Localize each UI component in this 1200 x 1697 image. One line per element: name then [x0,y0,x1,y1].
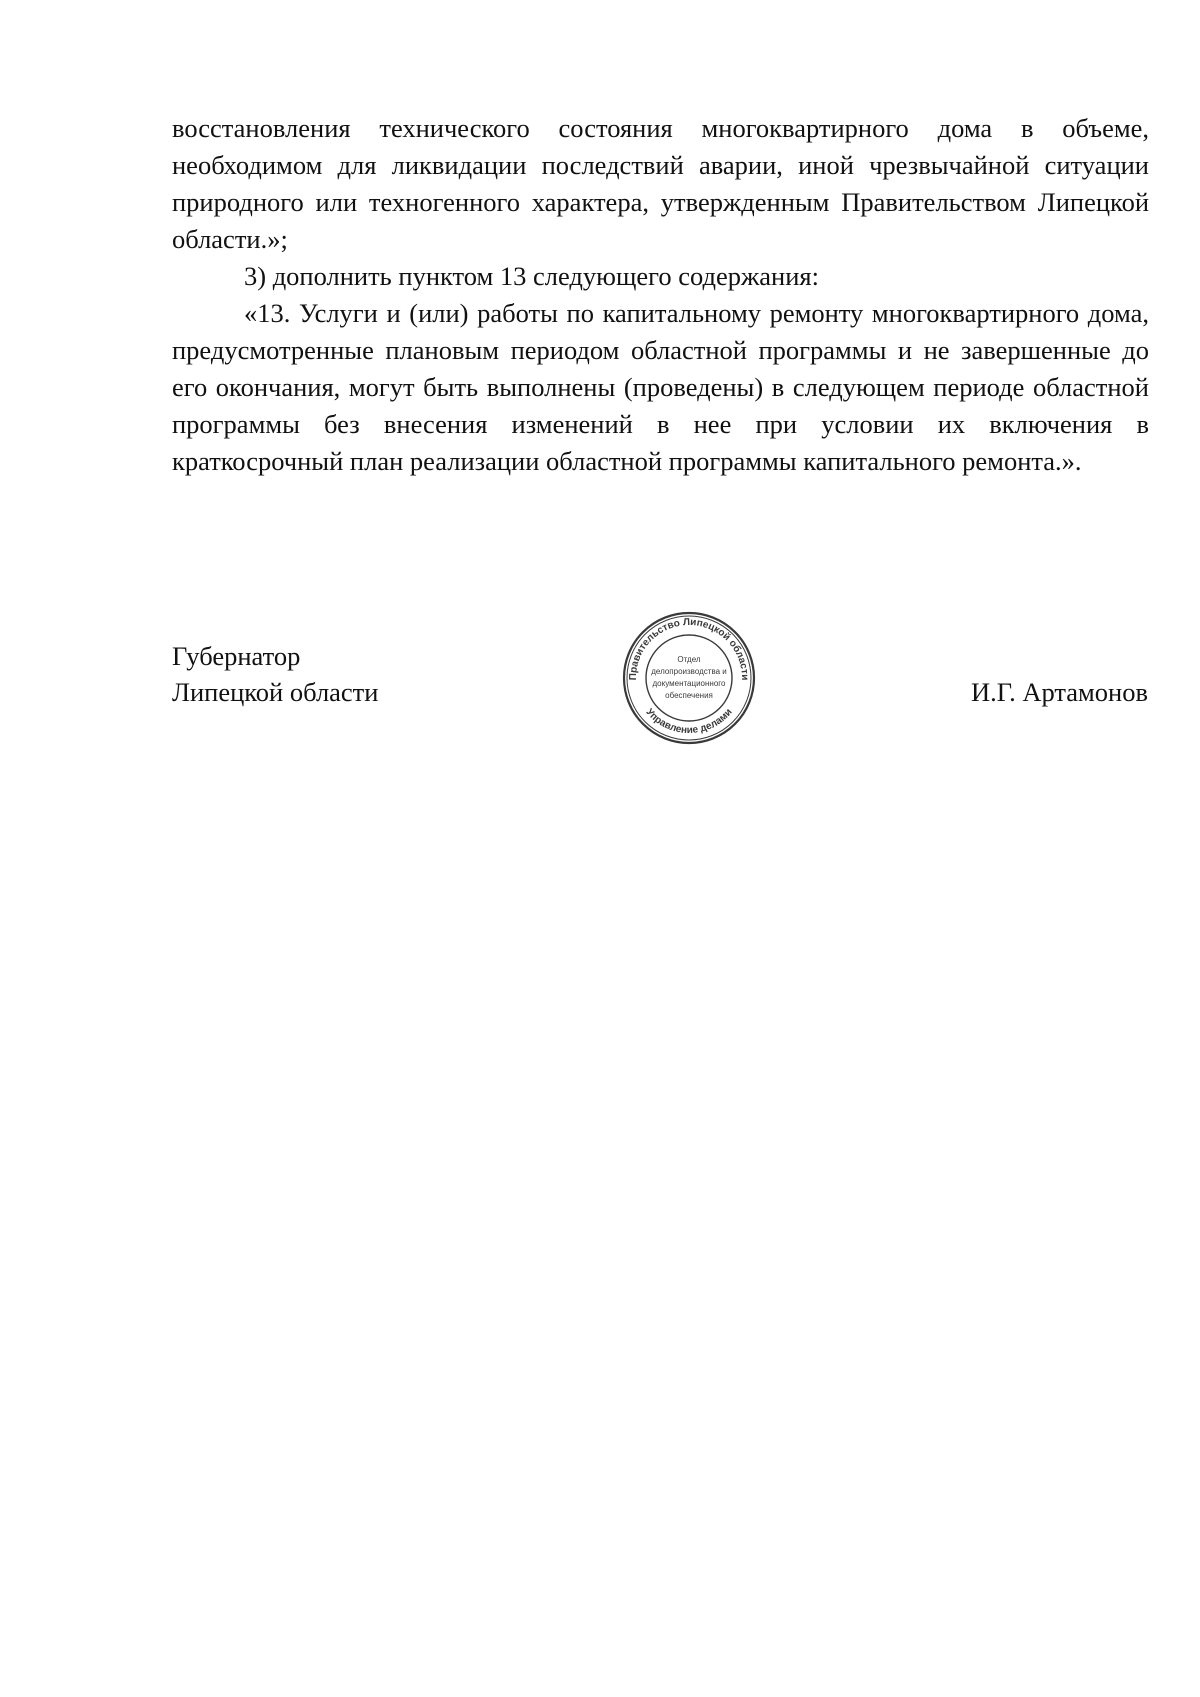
paragraph-amendment-item: 3) дополнить пунктом 13 следующего содержания: [244,261,819,291]
seal-bottom-text: Управление делами [643,706,735,737]
document-body [172,110,1149,480]
seal-center-line4: обеспечения [665,691,713,700]
signatory-name: И.Г. Артамонов [970,677,1148,707]
seal-center-line3: документационного [652,679,726,688]
seal-center-line2: делопроизводства и [651,667,727,676]
seal-center-line1: Отдел [677,655,701,664]
seal-outer-text: Правительство Липецкой области [627,616,751,681]
seal-graphic [621,610,757,746]
official-seal-stamp [621,610,757,746]
paragraph-continuation: восстановления технического состояния многоквартирного дома в объеме, необходимом для ликвидации последствий аварии, иной чрезвычайной ситуации природного или техногенного характера, утвержденным Правительством Липецкой области.»; [172,113,1149,254]
signatory-title-line1: Губернатор [172,641,301,671]
signatory-title [172,638,378,710]
paragraph-point-13: «13. Услуги и (или) работы по капитальному ремонту многоквартирного дома, предусмотренные плановым периодом областной программы и не завершенные до его окончания, могут быть выполнены (проведены) в следующем периоде областной программы без внесения изменений в нее при условии их включения в краткосрочный план реализации областной программы капитального ремонта.». [172,298,1149,476]
signatory-title-line2: Липецкой области [172,677,379,707]
